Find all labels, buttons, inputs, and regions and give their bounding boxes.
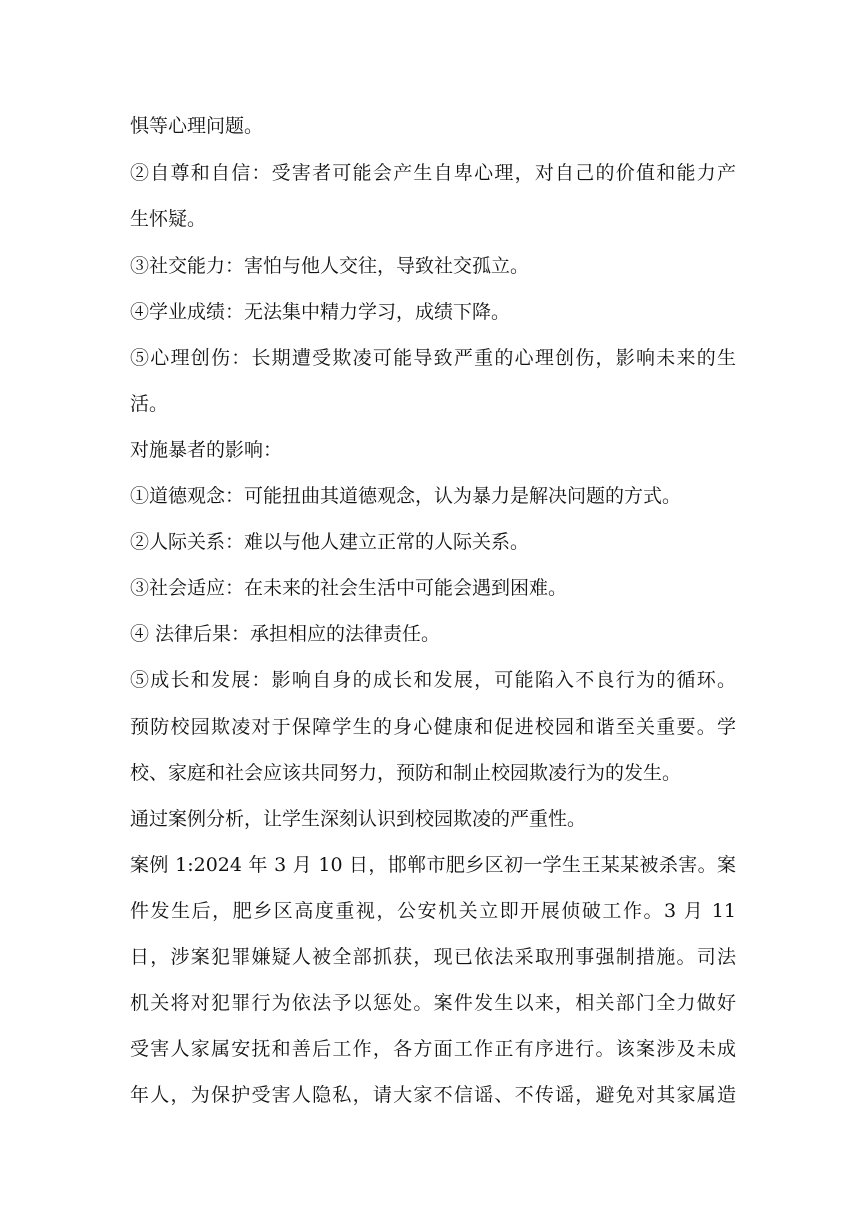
text-line: 受害人家属安抚和善后工作，各方面工作正有序进行。该案涉及未成: [130, 1038, 736, 1060]
text-line: 对施暴者的影响：: [130, 439, 283, 461]
text-line: 件发生后，肥乡区高度重视，公安机关立即开展侦破工作。3 月 11: [130, 900, 736, 922]
text-line: 预防校园欺凌对于保障学生的身心健康和促进校园和谐至关重要。学: [130, 716, 736, 738]
text-line: ⑤心理创伤：长期遭受欺凌可能导致严重的心理创伤，影响未来的生: [130, 347, 736, 369]
text-line: 惧等心理问题。: [130, 115, 264, 137]
text-line: ⑤成长和发展：影响自身的成长和发展，可能陷入不良行为的循环。: [130, 669, 736, 691]
text-line: ②人际关系：难以与他人建立正常的人际关系。: [130, 531, 530, 553]
text-line: ④ 法律后果：承担相应的法律责任。: [130, 623, 441, 645]
text-line: 日，涉案犯罪嫌疑人被全部抓获，现已依法采取刑事强制措施。司法: [130, 946, 736, 968]
text-line: ②自尊和自信：受害者可能会产生自卑心理，对自己的价值和能力产: [130, 162, 736, 184]
text-line: ①道德观念：可能扭曲其道德观念，认为暴力是解决问题的方式。: [130, 485, 682, 507]
text-line: ④学业成绩：无法集中精力学习，成绩下降。: [130, 301, 511, 323]
text-line: 生怀疑。: [130, 208, 207, 230]
text-line: ③社交能力：害怕与他人交往，导致社交孤立。: [130, 255, 530, 277]
text-line: 活。: [130, 393, 169, 415]
text-line: 机关将对犯罪行为依法予以惩处。案件发生以来，相关部门全力做好: [130, 992, 736, 1014]
text-line: 通过案例分析，让学生深刻认识到校园欺凌的严重性。: [130, 808, 587, 830]
text-line: ③社会适应：在未来的社会生活中可能会遇到困难。: [130, 577, 568, 599]
text-line: 案例 1:2024 年 3 月 10 日，邯郸市肥乡区初一学生王某某被杀害。案: [130, 854, 736, 876]
text-line: 校、家庭和社会应该共同努力，预防和制止校园欺凌行为的发生。: [130, 762, 682, 784]
text-line: 年人，为保护受害人隐私，请大家不信谣、不传谣，避免对其家属造: [130, 1084, 736, 1106]
